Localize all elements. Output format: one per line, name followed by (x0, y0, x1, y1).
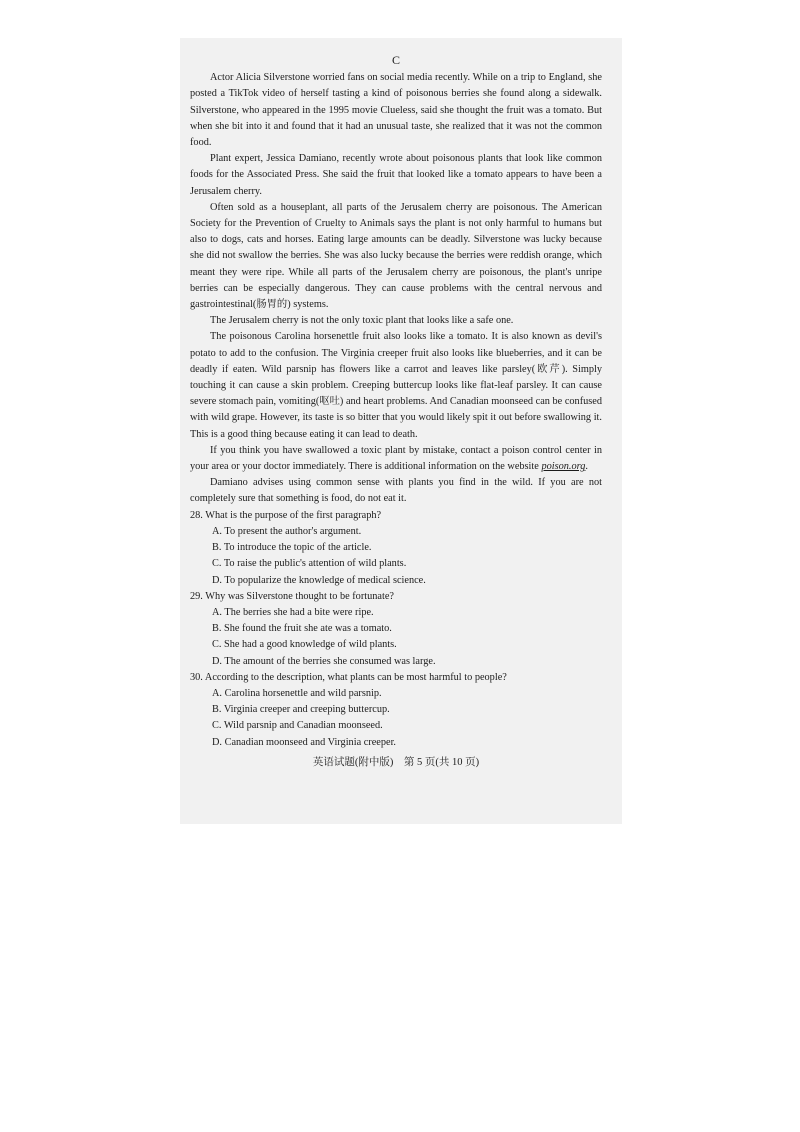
paragraph-6: If you think you have swallowed a toxic plant by mistake, contact a poison control center in your area or your doctor immediately. There is additional information on the website poison.org. (190, 444, 602, 473)
section-letter: C (391, 53, 400, 67)
paragraph-2: Plant expert, Jessica Damiano, recently wrote about poisonous plants that look like common foods for the Associated Press. She said the fruit that looked like a tomato appears to have been a Jerusalem cherry. (190, 153, 602, 197)
reading-passage (190, 52, 602, 771)
option-c: C. Wild parsnip and Canadian moonseed. (212, 720, 383, 732)
option-b: B. To introduce the topic of the article. (212, 542, 372, 554)
paragraph-6-text: If you think you have swallowed a toxic plant by mistake, contact a poison control center in your area or your doctor immediately. There is additional information on the website (190, 444, 602, 473)
question-stem: 28. What is the purpose of the first paragraph? (190, 509, 382, 521)
website-link[interactable]: poison.org (541, 461, 586, 473)
option-c: C. To raise the public's attention of wild plants. (212, 558, 407, 570)
question-29 (190, 589, 602, 670)
option-c: C. She had a good knowledge of wild plants. (212, 639, 397, 651)
option-a: A. Carolina horsenettle and wild parsnip. (212, 687, 382, 699)
option-b: B. Virginia creeper and creeping buttercup. (212, 704, 390, 716)
paragraph-5: The poisonous Carolina horsenettle fruit also looks like a tomato. It is also known as devil's potato to add to the confusion. The Virginia creeper fruit also looks like blueberries, and it can be deadly if eaten. Wild parsnip has flowers like a carrot and leaves like parsley(欧芹). Simply touching it can cause a skin problem. Creeping buttercup looks like flat-leaf parsley. It can cause severe stomach pain, vomiting(呕吐) and heart problems. And Canadian moonseed can be confused with wild grape. However, its taste is so bitter that you would likely spit it out before swallowing it. This is a good thing because eating it can lead to death. (190, 331, 602, 440)
question-28 (190, 508, 602, 589)
option-b: B. She found the fruit she ate was a tomato. (212, 623, 392, 635)
option-d: D. To popularize the knowledge of medical science. (212, 574, 426, 586)
paragraph-4: The Jerusalem cherry is not the only toxic plant that looks like a safe one. (210, 315, 514, 327)
question-30 (190, 670, 602, 751)
paragraph-7: Damiano advises using common sense with plants you find in the wild. If you are not completely sure that something is food, do not eat it. (190, 477, 602, 505)
paragraph-1: Actor Alicia Silverstone worried fans on social media recently. While on a trip to England, she posted a TikTok video of herself tasting a kind of poisonous berries she found along a sidewalk. Silverstone, who appeared in the 1995 movie Clueless, said she thought the fruit was a tomato. But when she bit into it and found that it had an unusual taste, she realized that it was not the common food. (190, 72, 602, 149)
question-stem: 29. Why was Silverstone thought to be fortunate? (190, 590, 394, 602)
option-a: A. The berries she had a bite were ripe. (212, 606, 374, 618)
question-stem: 30. According to the description, what plants can be most harmful to people? (190, 671, 507, 683)
option-d: D. Canadian moonseed and Virginia creeper. (212, 736, 397, 748)
paragraph-3: Often sold as a houseplant, all parts of the Jerusalem cherry are poisonous. The American Society for the Prevention of Cruelty to Animals says the plant is not only harmful to humans but also to dogs, cats and horses. Eating large amounts can be deadly. Silverstone was lucky because she did not swallow the berries. She was also lucky because the berries were reddish orange, which meant they were ripe. While all parts of the Jerusalem cherry are poisonous, the plant's unripe berries can be especially dangerous. They can cause problems with the central nervous and gastrointestinal(肠胃的) systems. (190, 201, 602, 311)
option-d: D. The amount of the berries she consumed was large. (212, 655, 436, 667)
option-a: A. To present the author's argument. (212, 525, 362, 537)
page-footer: 英语试题(附中版) 第 5 页(共 10 页) (312, 756, 480, 768)
